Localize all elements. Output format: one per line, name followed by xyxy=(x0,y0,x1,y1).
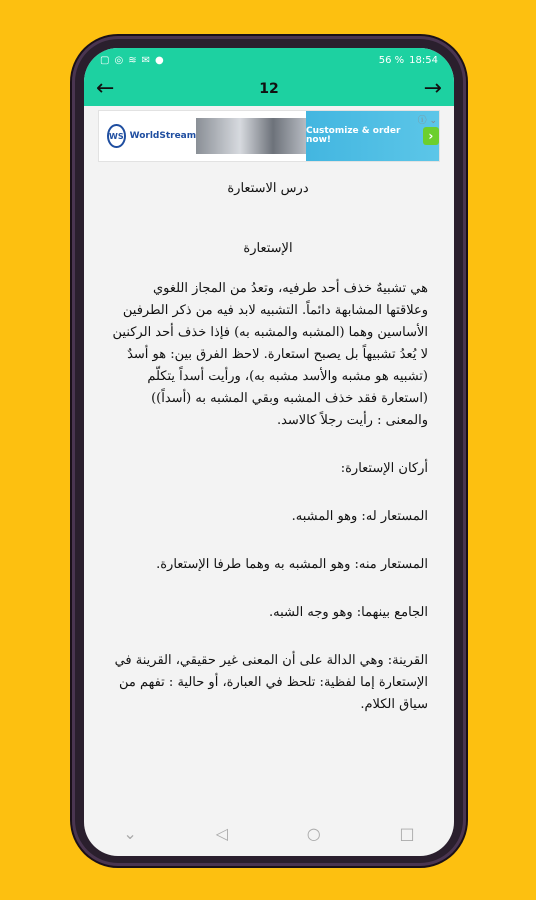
status-icons-left xyxy=(100,55,164,66)
battery-percent: 56 % xyxy=(378,54,405,66)
ad-banner[interactable] xyxy=(98,110,440,162)
ad-logo xyxy=(99,124,197,148)
status-icon: ▢ xyxy=(100,54,110,66)
message-icon: ✉ xyxy=(141,54,150,66)
lesson-paragraph: هي تشبيهٌ خذف أحد طرفيه، وتعدُ من المجاز اللغوي وعلاقتها المشابهة دائماً. التشبيه لابد فيه من ذكر الطرفين الأساسين وهما (المشبه والمشبه به) فإذا خذف أحد الركنين لا يُعدُ تشبيهاً بل يصبح استعارة. لاحظ الفرق بين: هو أسدٌ (تشبيه هو مشبه والأسد مشبه به)، ورأيت أسداً يتكلّم (استعارة فقد خذف المشبه وبقي المشبه به (أسداً)) والمعنى : رأيت رجلاً كالاسد. xyxy=(112,281,428,428)
list-item: المستعار له: وهو المشبه. xyxy=(291,509,428,524)
clock: 18:54 xyxy=(409,54,438,66)
ad-logo-mark: WS xyxy=(107,124,126,148)
lesson-subtitle: الإستعارة xyxy=(243,241,293,256)
back-arrow-icon[interactable]: ← xyxy=(96,76,115,101)
status-icons-right xyxy=(379,55,438,66)
app-bar xyxy=(84,72,454,106)
chevron-down-icon[interactable]: ⌄ xyxy=(123,823,137,843)
chevron-right-icon: › xyxy=(423,127,439,145)
home-icon[interactable]: ○ xyxy=(306,823,321,843)
section-heading: أركان الإستعارة: xyxy=(340,461,428,476)
page-number: 12 xyxy=(259,81,279,97)
recent-apps-icon[interactable]: □ xyxy=(399,823,415,843)
next-arrow-icon[interactable]: → xyxy=(423,76,442,101)
ad-cta-text: Customize & order now! xyxy=(306,125,401,145)
screen xyxy=(84,48,454,856)
ad-choices-icon[interactable]: ⓘ ⌄ xyxy=(417,116,437,126)
status-icon: ◎ xyxy=(114,54,124,66)
ad-brand: WorldStream xyxy=(129,131,197,141)
lesson-title: درس الاستعارة xyxy=(227,181,309,196)
list-item: المستعار منه: وهو المشبه به وهما طرفا الإستعارة. xyxy=(156,557,428,572)
status-bar xyxy=(84,48,454,72)
list-item: القرينة: وهي الدالة على أن المعنى غير حقيقي، القرينة في الإستعارة إما لفظية: تلحظ في العبارة، أو حالية : تفهم من سياق الكلام. xyxy=(114,653,428,712)
list-item: الجامع بينهما: وهو وجه الشبه. xyxy=(269,605,428,620)
ad-image xyxy=(196,118,306,154)
wifi-icon: ≋ xyxy=(128,54,137,66)
lesson-content xyxy=(84,162,454,716)
back-icon[interactable]: ◁ xyxy=(215,823,228,843)
system-nav-bar xyxy=(84,810,454,856)
status-dot-icon: ● xyxy=(154,54,164,66)
